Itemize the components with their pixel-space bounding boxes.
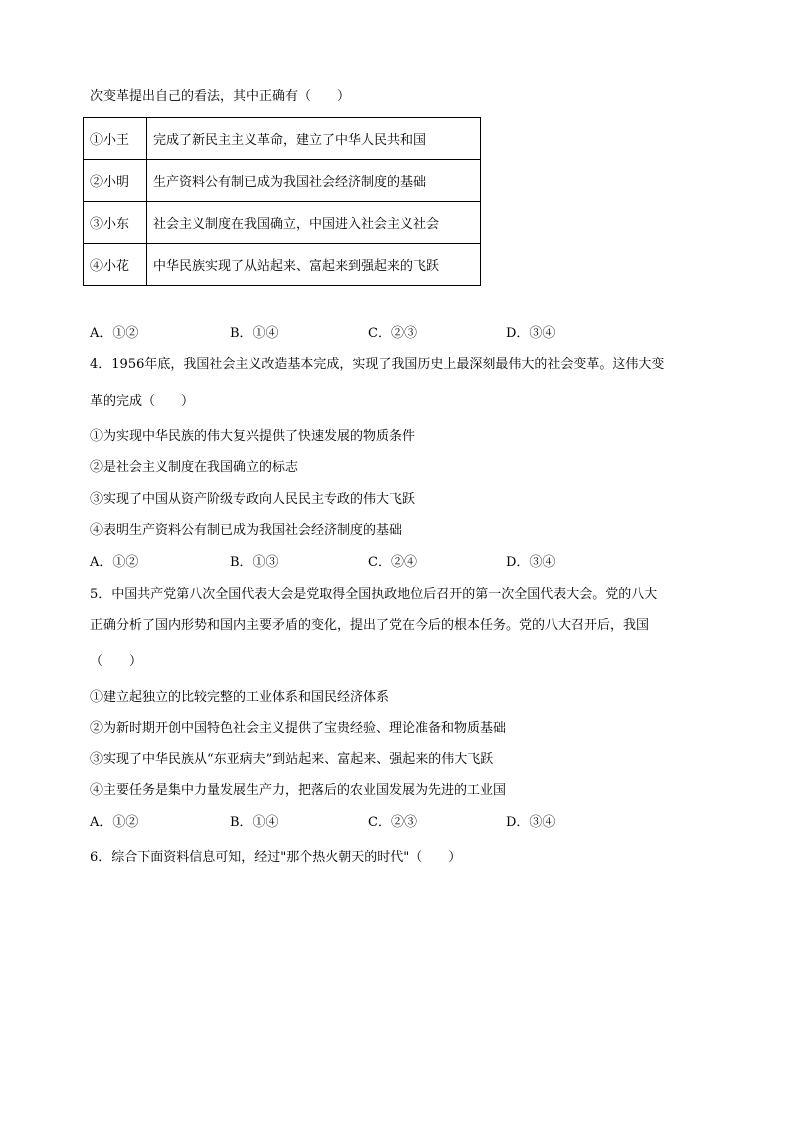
q4-stem-line-1: 4．1956年底，我国社会主义改造基本完成，实现了我国历史上最深刻最伟大的社会变革。这伟大变 [90,357,665,372]
table-cell-view: 中华民族实现了从站起来、富起来到强起来的飞跃 [147,244,481,286]
q3-opinion-table [83,117,481,286]
table-row [84,118,481,160]
option-b[interactable]: B．①④ [230,326,279,341]
table-row [84,244,481,286]
q5-statement-1: ①建立起独立的比较完整的工业体系和国民经济体系 [90,690,390,705]
q4-stem-line-2: 革的完成（ ） [90,394,195,409]
q3-options [90,325,610,343]
q5-statement-4: ④主要任务是集中力量发展生产力，把落后的农业国发展为先进的工业国 [90,783,507,798]
q4-statement-2: ②是社会主义制度在我国确立的标志 [90,460,299,475]
table-cell-person: ①小王 [84,118,147,160]
option-b[interactable]: B．①③ [230,555,279,570]
table-cell-person: ③小东 [84,202,147,244]
option-a[interactable]: A．①② [90,815,139,830]
q5-options [90,814,610,832]
q5-stem-line-3: （ ） [90,654,143,669]
table-row [84,202,481,244]
option-b[interactable]: B．①④ [230,815,279,830]
table-row [84,160,481,202]
q5-statement-3: ③实现了中华民族从“东亚病夫”到站起来、富起来、强起来的伟大飞跃 [90,752,494,767]
option-c[interactable]: C．②④ [368,555,417,570]
table-cell-view: 生产资料公有制已成为我国社会经济制度的基础 [147,160,481,202]
q5-stem-line-2: 正确分析了国内形势和国内主要矛盾的变化，提出了党在今后的根本任务。党的八大召开后，我国 [90,618,650,633]
option-d[interactable]: D．③④ [506,555,556,570]
q6-stem: 6．综合下面资料信息可知，经过"那个热火朝天的时代"（ ） [90,850,462,865]
option-c[interactable]: C．②③ [368,326,417,341]
option-c[interactable]: C．②③ [368,815,417,830]
option-d[interactable]: D．③④ [506,326,556,341]
q4-statement-1: ①为实现中华民族的伟大复兴提供了快速发展的物质条件 [90,429,416,444]
q5-stem-line-1: 5．中国共产党第八次全国代表大会是党取得全国执政地位后召开的第一次全国代表大会。党的八大 [90,587,658,602]
table-cell-view: 社会主义制度在我国确立，中国进入社会主义社会 [147,202,481,244]
option-d[interactable]: D．③④ [506,815,556,830]
q5-statement-2: ②为新时期开创中国特色社会主义提供了宝贵经验、理论准备和物质基础 [90,721,507,736]
q3-stem-tail: 次变革提出自己的看法，其中正确有（ ） [90,89,351,104]
table-cell-person: ②小明 [84,160,147,202]
option-a[interactable]: A．①② [90,555,139,570]
q4-options [90,554,610,572]
option-a[interactable]: A．①② [90,326,139,341]
q4-statement-3: ③实现了中国从资产阶级专政向人民民主专政的伟大飞跃 [90,492,416,507]
table-cell-person: ④小花 [84,244,147,286]
table-cell-view: 完成了新民主主义革命，建立了中华人民共和国 [147,118,481,160]
q4-statement-4: ④表明生产资料公有制已成为我国社会经济制度的基础 [90,523,403,538]
